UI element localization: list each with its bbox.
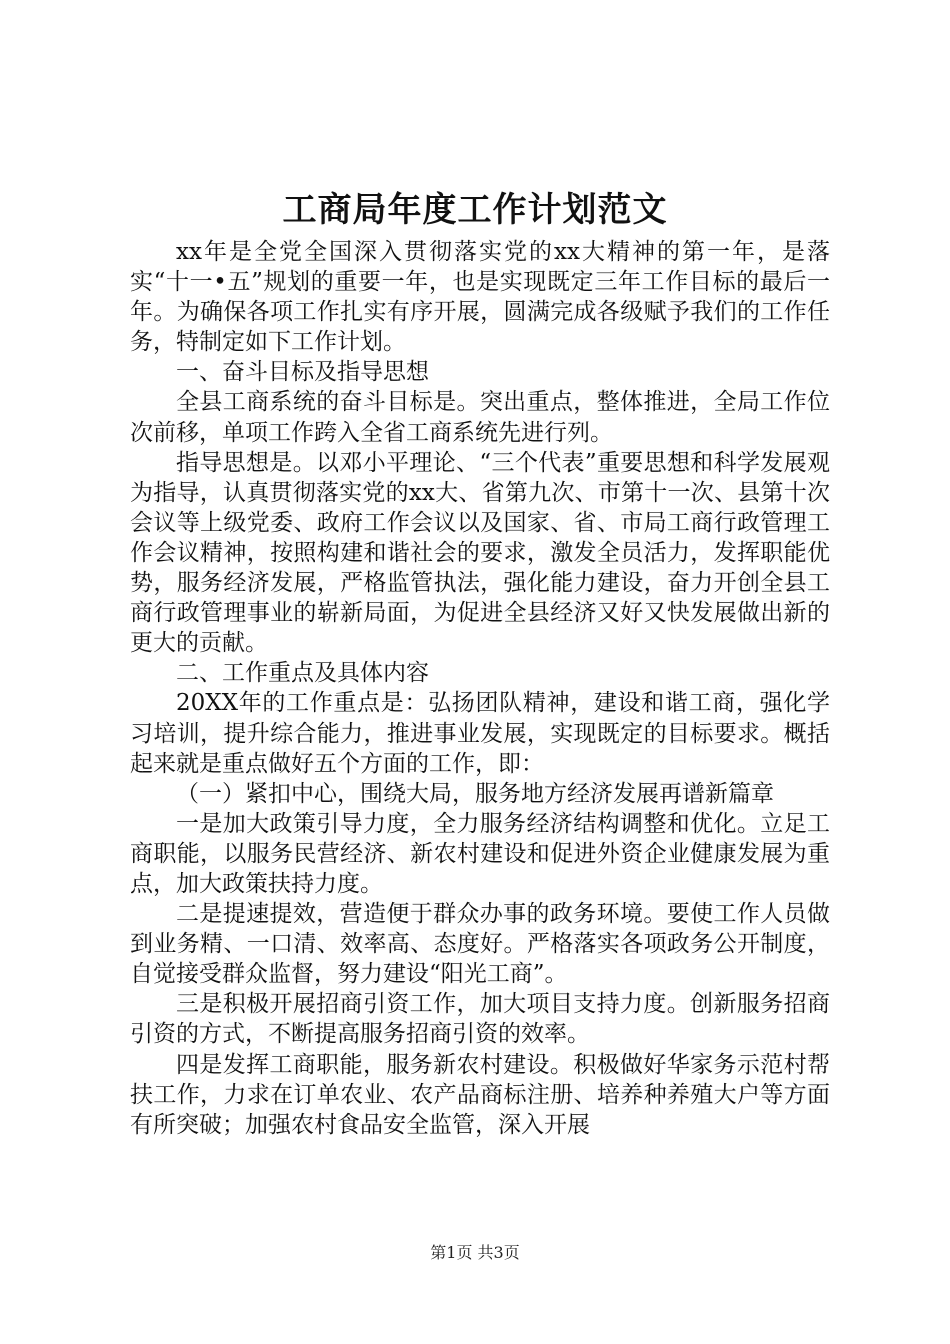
document-title: 工商局年度工作计划范文 — [282, 190, 668, 230]
page-number-footer: 第1页 共3页 — [430, 1243, 520, 1262]
document-body — [130, 237, 830, 1140]
subsection-heading-1: （一）紧扣中心，围绕大局，服务地方经济发展再谱新篇章 — [176, 780, 774, 807]
paragraph-item-2: 二是提速提效，营造便于群众办事的政务环境。要使工作人员做到业务精、一口清、效率高、态度好。严格落实各项政务公开制度，自觉接受群众监督，努力建设“阳光工商”。 — [130, 901, 830, 988]
paragraph-item-1: 一是加大政策引导力度，全力服务经济结构调整和优化。立足工商职能，以服务民营经济、新农村建设和促进外资企业健康发展为重点，加大政策扶持力度。 — [130, 810, 830, 897]
paragraph-key-work: 20XX年的工作重点是：弘扬团队精神，建设和谐工商，强化学习培训，提升综合能力，推进事业发展，实现既定的目标要求。概括起来就是重点做好五个方面的工作，即： — [130, 690, 830, 777]
section-heading-goals: 一、奋斗目标及指导思想 — [176, 359, 429, 386]
paragraph-guiding-ideology: 指导思想是。以邓小平理论、“三个代表”重要思想和科学发展观为指导，认真贯彻落实党的xx大、省第九次、市第十一次、县第十次会议等上级党委、政府工作会议以及国家、省、市局工商行政管理工作会议精神，按照构建和谐社会的要求，激发全员活力，发挥职能优势，服务经济发展，严格监管执法，强化能力建设，奋力开创全县工商行政管理事业的崭新局面，为促进全县经济又好又快发展做出新的更大的贡献。 — [130, 449, 830, 657]
paragraph-goal: 全县工商系统的奋斗目标是。突出重点，整体推进，全局工作位次前移，单项工作跨入全省工商系统先进行列。 — [130, 389, 830, 446]
section-heading-key-work: 二、工作重点及具体内容 — [176, 660, 429, 687]
paragraph-intro: xx年是全党全国深入贯彻落实党的xx大精神的第一年，是落实“十一•五”规划的重要一年，也是实现既定三年工作目标的最后一年。为确保各项工作扎实有序开展，圆满完成各级赋予我们的工作任务，特制定如下工作计划。 — [130, 239, 830, 356]
paragraph-item-4: 四是发挥工商职能，服务新农村建设。积极做好华家务示范村帮扶工作，力求在订单农业、农产品商标注册、培养种养殖大户等方面有所突破；加强农村食品安全监管，深入开展 — [130, 1051, 830, 1138]
paragraph-item-3: 三是积极开展招商引资工作，加大项目支持力度。创新服务招商引资的方式，不断提高服务招商引资的效率。 — [130, 991, 830, 1048]
